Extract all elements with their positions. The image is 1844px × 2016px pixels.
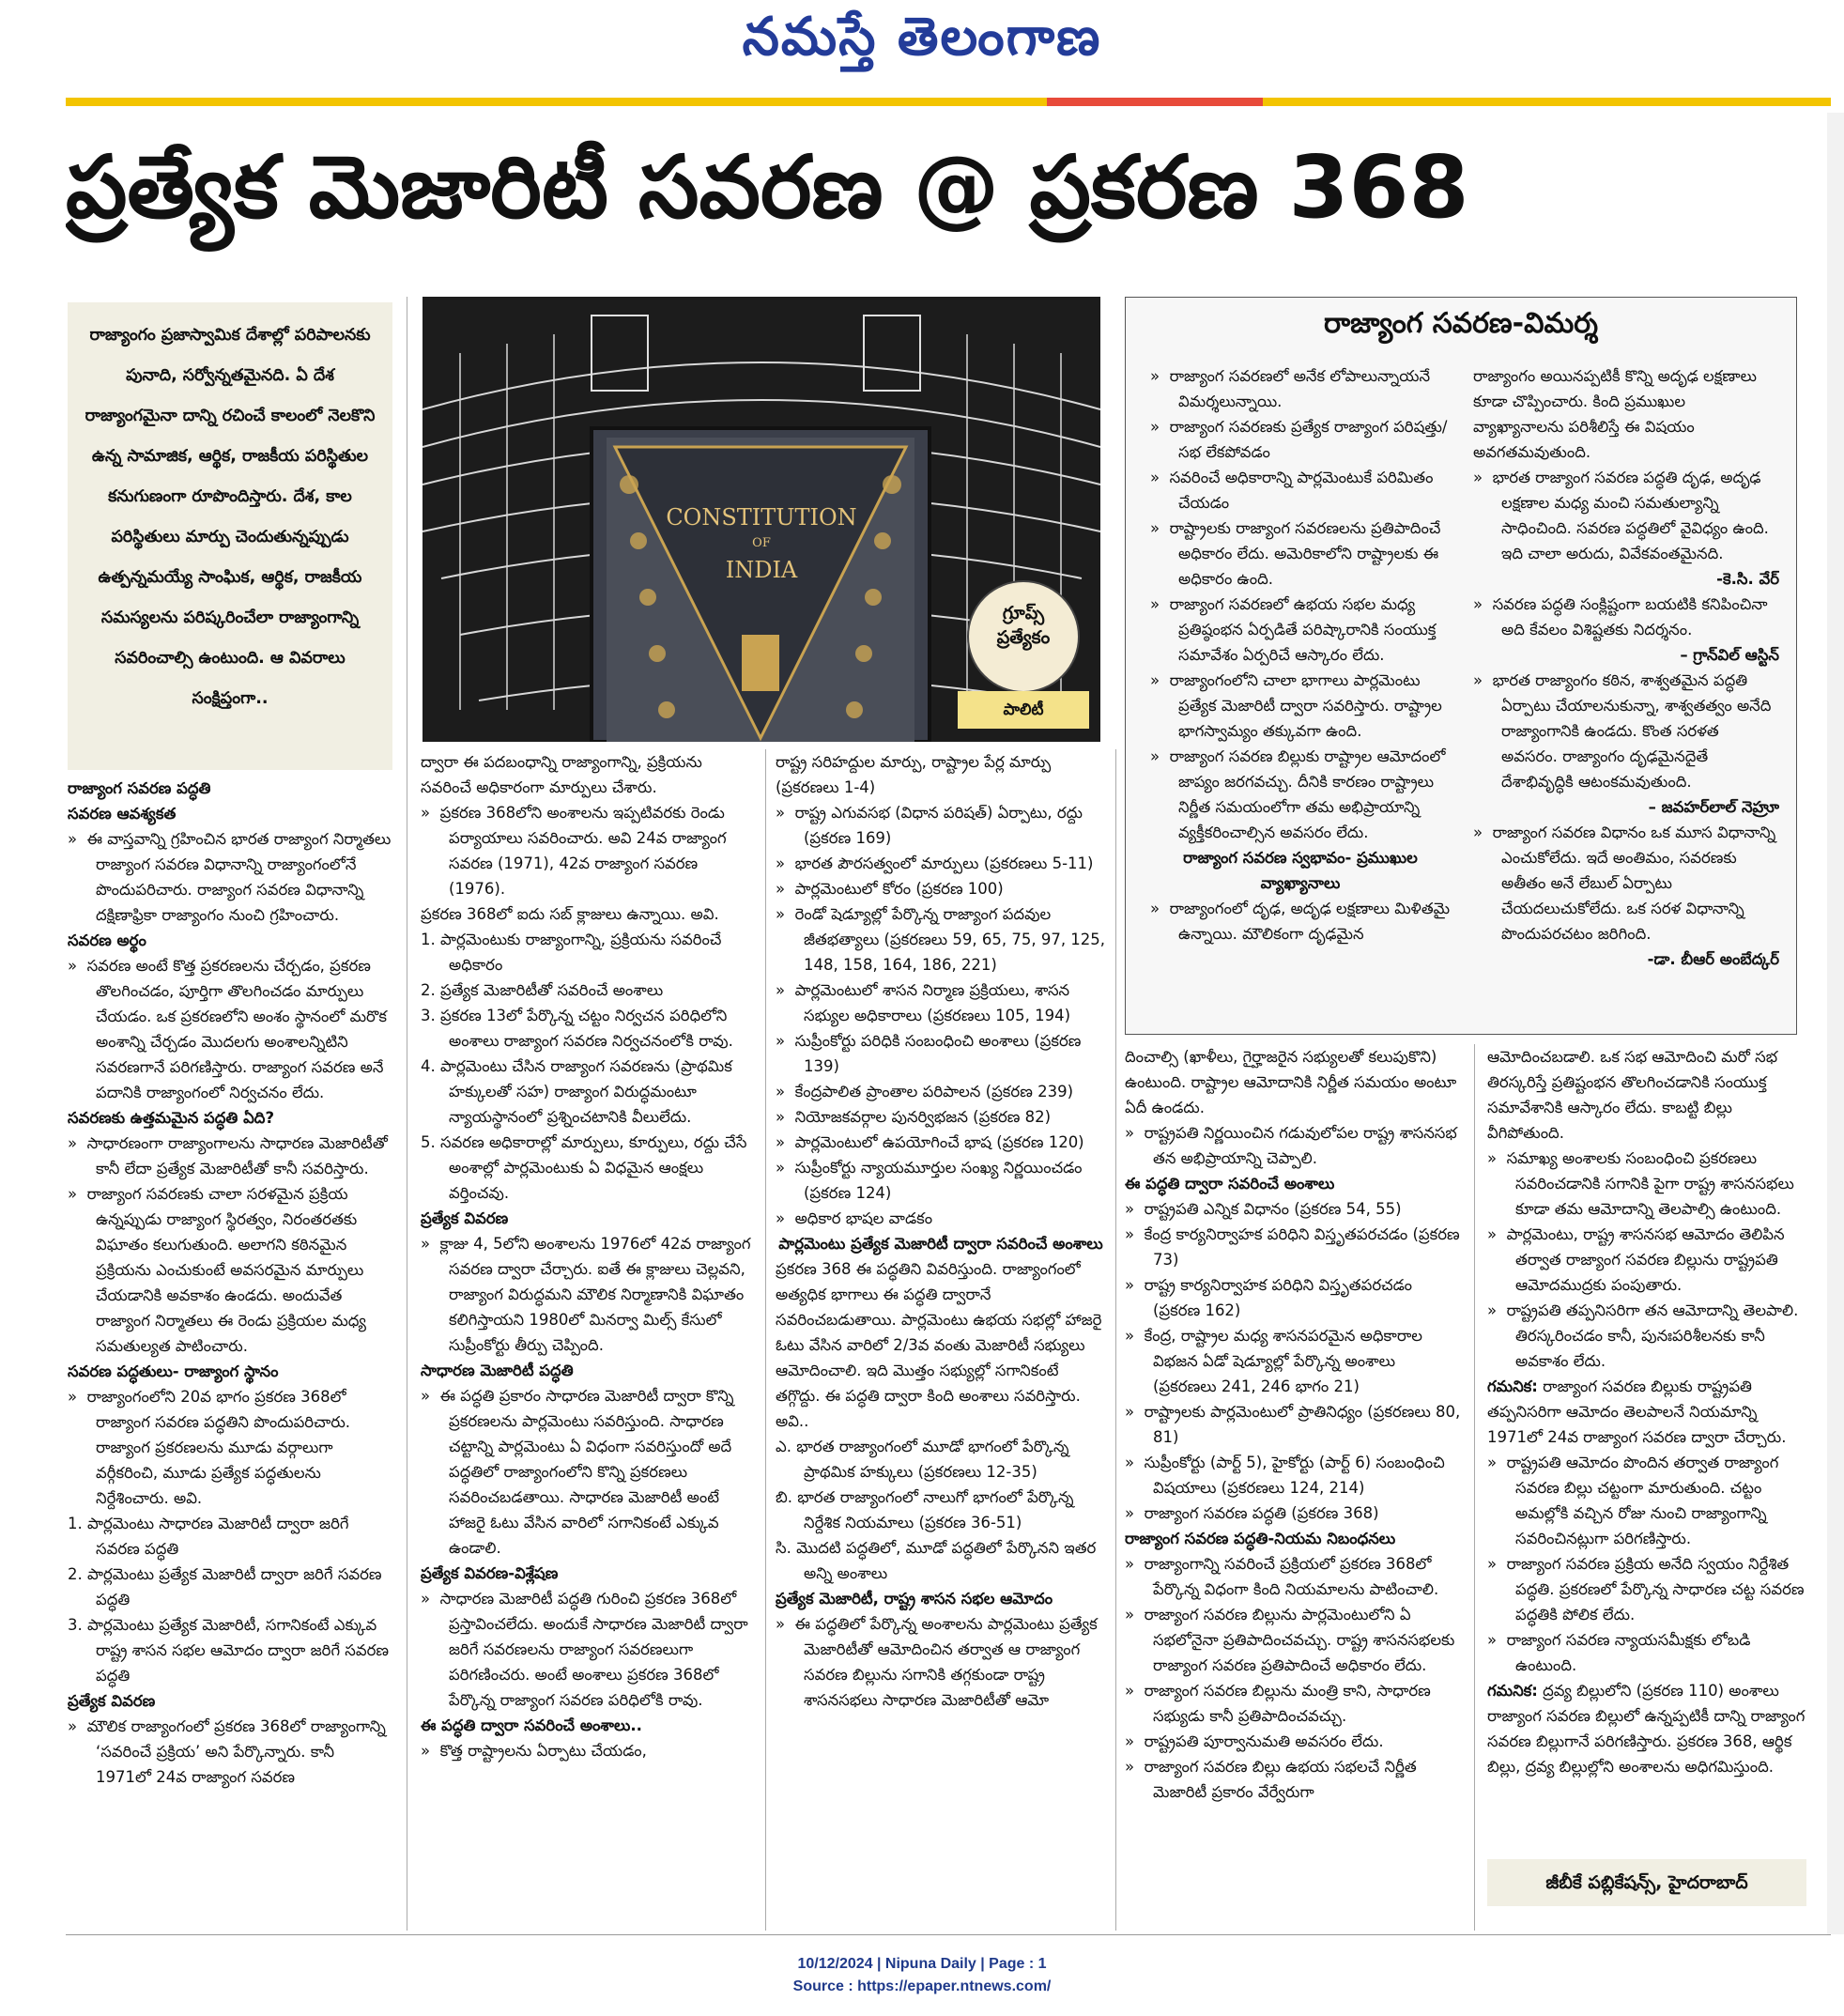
text: రాజ్యాంగ సవరణ పద్ధతి xyxy=(68,779,211,797)
text: రాజ్యాంగ సవరణలో అనేక లోపాలున్నాయనే విమర్శలున్నాయి. xyxy=(1169,367,1431,410)
bullet-paragraph xyxy=(421,800,755,901)
text: – జవహర్‌లాల్ నెహ్రూ xyxy=(1648,798,1779,816)
box-subheading xyxy=(776,1231,1106,1256)
subheading xyxy=(1125,1526,1461,1551)
criticism-box-right-column xyxy=(1473,363,1779,1021)
subheading xyxy=(776,1586,1106,1611)
groups-special-badge: గ్రూప్స్ ప్రత్యేకం xyxy=(967,580,1080,693)
bullet-paragraph xyxy=(68,1181,392,1359)
bullet-paragraph xyxy=(1487,1627,1806,1678)
double-arrow-bullet-icon: » xyxy=(1150,418,1170,436)
bullet-paragraph xyxy=(421,1738,755,1763)
double-arrow-bullet-icon: » xyxy=(1125,1732,1145,1750)
text: కేంద్ర కార్యనిర్వాహక పరిధిని విస్తృతపరచడం (ప్రకరణ 73) xyxy=(1144,1225,1460,1269)
double-arrow-bullet-icon: » xyxy=(1487,1454,1507,1471)
double-arrow-bullet-icon: » xyxy=(68,1388,87,1406)
text: రాజ్యాంగం అయినప్పటికీ కొన్ని అదృఢ లక్షణాలు కూడా చొప్పించారు. కింది ప్రముఖుల వ్యాఖ్యానాలను పరిశీలిస్తే ఈ విషయం అవగతమవుతుంది. xyxy=(1473,367,1757,461)
text: సుప్రీంకోర్టు న్యాయమూర్తుల సంఖ్య నిర్ణయించడం (ప్రకరణ 124) xyxy=(794,1159,1083,1202)
text: సి. మొదటి పద్ధతిలో, మూడో పద్ధతిలో పేర్కొనని ఇతర అన్ని అంశాలు xyxy=(776,1539,1097,1582)
footer-date-line: 10/12/2024 | Nipuna Daily | Page : 1 xyxy=(797,1956,1047,1972)
double-arrow-bullet-icon: » xyxy=(1150,519,1170,537)
numbered-item xyxy=(68,1511,392,1562)
text: సాధారణంగా రాజ్యాంగాలను సాధారణ మెజారిటీతో కానీ లేదా ప్రత్యేక మెజారిటీతో కానీ సవరిస్తారు. xyxy=(86,1134,388,1177)
double-arrow-bullet-icon: » xyxy=(776,1209,795,1227)
double-arrow-bullet-icon: » xyxy=(1150,367,1170,385)
bullet-paragraph xyxy=(1125,1272,1461,1323)
text: సవరణ ఆవశ్యకత xyxy=(68,805,177,823)
bullet-paragraph xyxy=(776,1028,1106,1079)
bullet-paragraph xyxy=(776,1611,1106,1713)
bullet-paragraph xyxy=(1150,896,1451,946)
text: – గ్రాన్‌విల్ ఆస్టిన్ xyxy=(1680,646,1779,664)
text: రాజ్యాంగంలోని చాలా భాగాలు పార్లమెంటు ప్రత్యేక మెజారిటీ ద్వారా సవరిస్తారు. రాష్ట్రాల భాగస్వామ్యం తక్కువగా ఉంది. xyxy=(1169,671,1442,740)
text: 3. ప్రకరణ 13లో పేర్కొన్న చట్టం నిర్వచన పరిధిలోని అంశాలు రాజ్యాంగ సవరణ నిర్వచనంలోకి రావు. xyxy=(421,1007,733,1050)
bullet-paragraph xyxy=(1150,414,1451,465)
double-arrow-bullet-icon: » xyxy=(1125,1225,1145,1243)
masthead-rule-red xyxy=(1047,98,1263,106)
double-arrow-bullet-icon: » xyxy=(1125,1200,1145,1218)
text: ప్రకరణ 368లో ఐదు సబ్ క్లాజులు ఉన్నాయి. అవి. xyxy=(421,905,719,923)
article-column-3 xyxy=(776,749,1106,1929)
quote-citation xyxy=(1473,642,1779,668)
bottom-rule xyxy=(66,1934,1831,1935)
double-arrow-bullet-icon: » xyxy=(776,1615,795,1633)
bullet-paragraph xyxy=(421,1383,755,1561)
quote-citation xyxy=(1473,566,1779,592)
text: సవరించే అధికారాన్ని పార్లమెంటుకే పరిమితం చేయడం xyxy=(1169,469,1434,512)
text: బి. భారత రాజ్యాంగంలో నాలుగో భాగంలో పేర్కొన్న నిర్దేశిక నియమాలు (ప్రకరణ 36-51) xyxy=(776,1488,1074,1531)
article-column-5 xyxy=(1487,1044,1806,1852)
numbered-item xyxy=(421,1003,755,1054)
text: రాజ్యాంగాన్ని సవరించే ప్రక్రియలో ప్రకరణ 368లో పేర్కొన్న విధంగా కింది నియమాలను పాటించాలి. xyxy=(1144,1555,1439,1598)
bullet-paragraph xyxy=(776,977,1106,1028)
double-arrow-bullet-icon: » xyxy=(68,957,87,975)
column-rule xyxy=(1474,1044,1475,1931)
numbered-item xyxy=(421,927,755,977)
text: సవరణ పద్ధతులు- రాజ్యాంగ స్థానం xyxy=(68,1362,279,1380)
bullet-paragraph xyxy=(1150,363,1451,414)
bullet-paragraph xyxy=(1125,1500,1461,1526)
bullet-paragraph xyxy=(1487,1222,1806,1298)
subheading xyxy=(68,928,392,953)
text: సవరణ పద్ధతి సంక్లిష్టంగా బయటికి కనిపించినా అది కేవలం విశిష్టతకు నిదర్శనం. xyxy=(1492,595,1768,639)
box-subheading xyxy=(1150,845,1451,896)
criticism-box xyxy=(1125,297,1797,1035)
text: రాజ్యాంగ సవరణ స్వభావం- ప్రముఖుల వ్యాఖ్యానాలు xyxy=(1183,849,1418,892)
publisher-credit: జీబీకే పబ్లికేషన్స్, హైదరాబాద్ xyxy=(1487,1859,1806,1906)
note-paragraph xyxy=(1487,1374,1806,1450)
note-label: గమనిక: xyxy=(1487,1377,1538,1395)
text: ప్రకరణ 368లోని అంశాలను ఇప్పటివరకు రెండు పర్యాయాలు సవరించారు. అవి 24వ రాజ్యాంగ సవరణ (1971), 42వ రాజ్యాంగ సవరణ (1976). xyxy=(439,804,727,898)
page-headline: ప్రత్యేక మెజారిటీ సవరణ @ ప్రకరణ 368 xyxy=(66,137,1469,238)
text: రాష్ట్రాలకు రాజ్యాంగ సవరణలను ప్రతిపాదించే అధికారం లేదు. అమెరికాలోని రాష్ట్రాలకు ఈ అధికారం ఉంది. xyxy=(1169,519,1441,588)
subheading xyxy=(68,801,392,826)
text: రాజ్యాంగ సవరణ బిల్లు ఉభయ సభలచే నిర్ణీత మెజారిటీ ప్రకారం వేర్వేరుగా xyxy=(1144,1758,1417,1801)
double-arrow-bullet-icon: » xyxy=(68,1717,87,1735)
text: 4. పార్లమెంటు చేసిన రాజ్యాంగ సవరణను (ప్రాథమిక హక్కులతో సహ) రాజ్యాంగ విరుద్ధమంటూ న్యాయస్థానంలో ప్రశ్నించటానికి వీలులేదు. xyxy=(421,1057,732,1126)
text: మౌలిక రాజ్యాంగంలో ప్రకరణ 368లో రాజ్యాంగాన్ని ‘సవరించే ప్రక్రియ’ అని పేర్కొన్నారు. కానీ 1971లో 24వ రాజ్యాంగ సవరణ xyxy=(86,1717,386,1786)
text: రాష్ట్రపతి నిర్ణయించిన గడువులోపల రాష్ట్ర శాసనసభ తన అభిప్రాయాన్ని చెప్పాలి. xyxy=(1144,1124,1457,1167)
double-arrow-bullet-icon: » xyxy=(1150,595,1170,613)
double-arrow-bullet-icon: » xyxy=(1487,1149,1507,1167)
bullet-paragraph xyxy=(776,1130,1106,1155)
article-column-4 xyxy=(1125,1044,1461,1929)
text: కొత్త రాష్ట్రాలను ఏర్పాటు చేయడం, xyxy=(439,1742,647,1760)
text: రాష్ట్ర సరిహద్దుల మార్పు, రాష్ట్రాల పేర్ల మార్పు (ప్రకరణలు 1-4) xyxy=(776,753,1052,796)
double-arrow-bullet-icon: » xyxy=(1473,469,1493,486)
text: ప్రత్యేక వివరణ-విశ్లేషణ xyxy=(421,1564,559,1582)
text: నియోజకవర్గాల పునర్విభజన (ప్రకరణ 82) xyxy=(794,1108,1052,1126)
bullet-paragraph xyxy=(1125,1196,1461,1222)
note-label: గమనిక: xyxy=(1487,1682,1538,1700)
numbered-item xyxy=(421,977,755,1003)
bullet-paragraph xyxy=(776,1206,1106,1231)
masthead-logo: నమస్తే తెలంగాణ xyxy=(742,6,1102,68)
text: సవరణ అంటే కొత్త ప్రకరణలను చేర్చడం, ప్రకరణ తొలగించడం, పూర్తిగా తొలగించడం మార్పులు చేయడం. ఒక ప్రకరణలోని అంశం స్థానంలో మరొక అంశాన్ని చేర్చడం మొదలగు అంశాలన్నిటిని సవరణగానే పరిగణిస్తారు. రాజ్యాంగ సవరణ అనే పదానికి రాజ్యాంగంలో నిర్వచనం లేదు. xyxy=(86,957,387,1101)
double-arrow-bullet-icon: » xyxy=(776,804,795,822)
double-arrow-bullet-icon: » xyxy=(68,830,87,848)
double-arrow-bullet-icon: » xyxy=(421,1387,440,1405)
text: 5. సవరణ అధికారాల్లో మార్పులు, కూర్పులు, రద్దు చేసే అంశాల్లో పార్లమెంటుకు ఏ విధమైన ఆంక్షలు వర్తించవు. xyxy=(421,1133,747,1202)
subheading xyxy=(421,1561,755,1586)
page-footer xyxy=(0,1953,1844,1998)
text: ఎ. భారత రాజ్యాంగంలో మూడో భాగంలో పేర్కొన్న ప్రాథమిక హక్కులు (ప్రకరణలు 12-35) xyxy=(776,1438,1069,1481)
text: రాష్ట్ర ఎగువసభ (విధాన పరిషత్) ఏర్పాటు, రద్దు (ప్రకరణ 169) xyxy=(794,804,1083,847)
text: ద్రవ్య బిల్లులోని (ప్రకరణ 110) అంశాలు రాజ్యాంగ సవరణ బిల్లులో ఉన్నప్పటికీ దాన్ని రాజ్యాంగ సవరణ బిల్లుగానే పరిగణిస్తారు. ప్రకరణ 368, ఆర్థిక బిల్లు, ద్రవ్య బిల్లుల్లోని అంశాలను అధిగమిస్తుంది. xyxy=(1487,1682,1806,1776)
double-arrow-bullet-icon: » xyxy=(1487,1225,1507,1243)
text: రాష్ట్రపతి ఎన్నిక విధానం (ప్రకరణ 54, 55) xyxy=(1144,1200,1402,1218)
text: రాజ్యాంగ సవరణ బిల్లుకు రాష్ట్రపతి తప్పనిసరిగా ఆమోదం తెలపాలనే నియమాన్ని 1971లో 24వ రాజ్యాంగ సవరణ ద్వారా చేర్చారు. xyxy=(1487,1377,1787,1446)
text: రాజ్యాంగ సవరణ ప్రక్రియ అనేది స్వయం నిర్దేశిత పద్ధతి. ప్రకరణలో పేర్కొన్న సాధారణ చట్ట సవరణ పద్ధతికి పోలిక లేదు. xyxy=(1506,1555,1805,1624)
text: పార్లమెంటులో శాసన నిర్మాణ ప్రక్రియలు, శాసన సభ్యుల అధికారాలు (ప్రకరణలు 105, 194) xyxy=(794,981,1071,1024)
double-arrow-bullet-icon: » xyxy=(1125,1403,1145,1421)
constitution-photo xyxy=(423,297,1100,742)
text: సుప్రీంకోర్టు పరిధికి సంబంధించి అంశాలు (ప్రకరణ 139) xyxy=(794,1032,1082,1075)
bullet-paragraph xyxy=(776,1155,1106,1206)
text: రాజ్యాంగ సవరణ బిల్లును మంత్రి కాని, సాధారణ సభ్యుడు కానీ ప్రతిపాదించవచ్చు. xyxy=(1144,1682,1431,1725)
text: రాజ్యాంగ సవరణకు చాలా సరళమైన ప్రక్రియ ఉన్నప్పుడు రాజ్యాంగ స్థిరత్వం, నిరంతరతకు విఘాతం కలుగుతుంది. అలాగని కఠినమైన ప్రక్రియను ఎంచుకుంటే అవసరమైన మార్పులు చేయడానికి అవకాశం ఉండదు. అందువేత రాజ్యాంగ నిర్మాతలు ఈ రెండు ప్రక్రియల మధ్య సమతుల్యత పాటించారు. xyxy=(86,1185,366,1355)
double-arrow-bullet-icon: » xyxy=(1473,823,1493,841)
text: సుప్రీంకోర్టు (పార్ట్ 5), హైకోర్టు (పార్ట్ 6) సంబంధించి విషయాలు (ప్రకరణలు 124, 214) xyxy=(1144,1454,1445,1497)
text: సవరణకు ఉత్తమమైన పద్ధతి ఏది? xyxy=(68,1109,275,1127)
bullet-paragraph xyxy=(776,901,1106,977)
text: ఈ వాస్తవాన్ని గ్రహించిన భారత రాజ్యాంగ నిర్మాతలు రాజ్యాంగ సవరణ విధానాన్ని రాజ్యాంగంలోనే పొందుపరిచారు. రాజ్యాంగ సవరణ విధానాన్ని దక్షిణాఫ్రికా రాజ్యాంగం నుంచి గ్రహించారు. xyxy=(86,830,392,924)
double-arrow-bullet-icon: » xyxy=(1487,1301,1507,1319)
bullet-paragraph xyxy=(68,953,392,1105)
text: 1. పార్లమెంటు సాధారణ మెజారిటీ ద్వారా జరిగే సవరణ పద్ధతి xyxy=(68,1515,349,1558)
numbered-item xyxy=(68,1612,392,1688)
double-arrow-bullet-icon: » xyxy=(1150,747,1170,765)
paragraph xyxy=(1487,1044,1806,1146)
double-arrow-bullet-icon: » xyxy=(1487,1631,1507,1649)
text: రాజ్యాంగ సవరణ పద్ధతి-నియమ నిబంధనలు xyxy=(1125,1530,1396,1547)
subheading xyxy=(1125,1171,1461,1196)
text: రెండో షెడ్యూల్లో పేర్కొన్న రాజ్యాంగ పదవుల జీతభత్యాలు (ప్రకరణలు 59, 65, 75, 97, 125, 148, 158, 164, 186, 221) xyxy=(794,905,1106,974)
text: రాజ్యాంగ సవరణకు ప్రత్యేక రాజ్యాంగ పరిషత్తు/సభ లేకపోవడం xyxy=(1169,418,1448,461)
text: ప్రత్యేక వివరణ xyxy=(421,1209,509,1227)
double-arrow-bullet-icon: » xyxy=(776,1083,795,1100)
text: 2. పార్లమెంటు ప్రత్యేక మెజారిటీ ద్వారా జరిగే సవరణ పద్ధతి xyxy=(68,1565,382,1608)
bullet-paragraph xyxy=(776,1104,1106,1130)
double-arrow-bullet-icon: » xyxy=(1125,1454,1145,1471)
text: పార్లమెంటులో ఉపయోగించే భాష (ప్రకరణ 120) xyxy=(794,1133,1084,1151)
text: రాజ్యాంగ సవరణలో ఉభయ సభల మధ్య ప్రతిష్ఠంభన ఏర్పడితే పరిష్కారానికి సంయుక్త సమావేశం ఏర్పరిచే ఆస్కారం లేదు. xyxy=(1169,595,1437,664)
bullet-paragraph xyxy=(68,1384,392,1511)
paragraph xyxy=(1473,363,1779,465)
numbered-item xyxy=(421,1054,755,1130)
bullet-paragraph xyxy=(1125,1754,1461,1805)
double-arrow-bullet-icon: » xyxy=(776,905,795,923)
text: సాధారణ మెజారిటీ పద్ధతి గురించి ప్రకరణ 368లో ప్రస్తావించలేదు. అందుకే సాధారణ మెజారిటీ ద్వారా జరిగే సవరణలను రాజ్యాంగ సవరణలుగా పరిగణించరు. అంటే అంశాలు ప్రకరణ 368లో పేర్కొన్న రాజ్యాంగ సవరణ పరిధిలోకి రావు. xyxy=(439,1590,748,1709)
bullet-paragraph xyxy=(421,1231,755,1358)
bullet-paragraph xyxy=(1473,465,1779,566)
bullet-paragraph xyxy=(1473,820,1779,946)
subheading xyxy=(68,1359,392,1384)
bullet-paragraph xyxy=(1125,1120,1461,1171)
subheading xyxy=(68,1688,392,1714)
bullet-paragraph xyxy=(1150,516,1451,592)
bullet-paragraph xyxy=(1125,1729,1461,1754)
text: రాజ్యాంగ సవరణ పద్ధతి (ప్రకరణ 368) xyxy=(1144,1504,1379,1522)
criticism-box-left-column xyxy=(1150,363,1451,1021)
double-arrow-bullet-icon: » xyxy=(1125,1555,1145,1573)
double-arrow-bullet-icon: » xyxy=(421,1235,440,1253)
column-rule xyxy=(765,749,766,1931)
text: ప్రత్యేక మెజారిటీ, రాష్ట్ర శాసన సభల ఆమోదం xyxy=(776,1590,1053,1608)
double-arrow-bullet-icon: » xyxy=(1125,1606,1145,1624)
text: సాధారణ మెజారిటీ పద్ధతి xyxy=(421,1362,574,1379)
bullet-paragraph xyxy=(1150,592,1451,668)
double-arrow-bullet-icon: » xyxy=(1150,900,1170,917)
subheading xyxy=(68,1105,392,1131)
text: సమాఖ్య అంశాలకు సంబంధించి ప్రకరణలు సవరించడానికి సగానికి పైగా రాష్ట్ర శాసనసభలు కూడా తమ ఆమోదాన్ని తెలపాల్సి ఉంటుంది. xyxy=(1506,1149,1794,1218)
text: కేంద్రపాలిత ప్రాంతాల పరిపాలన (ప్రకరణ 239) xyxy=(794,1083,1074,1100)
text: -కె.సి. వేర్ xyxy=(1716,570,1779,588)
text: భారత రాజ్యాంగం కఠిన, శాశ్వతమైన పద్ధతి ఏర్పాటు చేయాలనుకున్నా, శాశ్వతత్వం అనేది రాజ్యాంగానికి ఉండదు. కొంత సరళత అవసరం. రాజ్యాంగం దృఢమైనదైతే దేశాభివృద్ధికి ఆటంకమవుతుంది. xyxy=(1492,671,1772,791)
bullet-paragraph xyxy=(1125,1602,1461,1678)
text: 2. ప్రత్యేక మెజారిటీతో సవరించే అంశాలు xyxy=(421,981,664,999)
text: ఆమోదించబడాలి. ఒక సభ ఆమోదించి మరో సభ తిరస్కరిస్తే ప్రతిష్టంభన తొలగించడానికి సంయుక్త సమావేశానికి ఆస్కారం లేదు. కాబట్టి బిల్లు వీగిపోతుంది. xyxy=(1487,1048,1778,1142)
bullet-paragraph xyxy=(1125,1323,1461,1399)
footer-source-link[interactable]: Source : https://epaper.ntnews.com/ xyxy=(792,1978,1052,1994)
text: ప్రకరణ 368 ఈ పద్ధతిని వివరిస్తుంది. రాజ్యాంగంలో అత్యధిక భాగాలు ఈ పద్ధతి ద్వారానే సవరించబడుతాయి. పార్లమెంటు ఉభయ సభల్లో హాజరై ఓటు వేసిన వారిలో 2/3వ వంతు మెజారిటీ సభ్యులు ఆమోదించాలి. ఇది మొత్తం సభ్యుల్లో సగానికంటే తగ్గొద్దు. ఈ పద్ధతి ద్వారా కింది అంశాలు సవరిస్తారు. అవి.. xyxy=(776,1260,1102,1430)
text: రాజ్యాంగ సవరణ విధానం ఒక మూస విధానాన్ని ఎంచుకోలేదు. ఇదే అంతిమం, సవరణకు అతీతం అనే లేబుల్ ఏర్పాటు చేయదలుచుకోలేదు. ఒక సరళ విధానాన్ని పొందుపరచటం జరిగింది. xyxy=(1492,823,1776,943)
double-arrow-bullet-icon: » xyxy=(776,981,795,999)
double-arrow-bullet-icon: » xyxy=(1125,1327,1145,1345)
bullet-paragraph xyxy=(1487,1146,1806,1222)
note-paragraph xyxy=(1487,1678,1806,1779)
text: రాష్ట్రపతి తప్పనిసరిగా తన ఆమోదాన్ని తెలపాలి. తిరస్కరించడం కానీ, పునఃపరిశీలనకు కానీ అవకాశం లేదు. xyxy=(1506,1301,1799,1370)
intro-box: రాజ్యాంగం ప్రజాస్వామిక దేశాల్లో పరిపాలనకు పునాది, సర్వోన్నతమైనది. ఏ దేశ రాజ్యాంగమైనా దాన్ని రచించే కాలంలో నెలకొని ఉన్న సామాజిక, ఆర్థిక, రాజకీయ పరిస్థితుల కనుగుణంగా రూపొందిస్తారు. దేశ, కాల పరిస్థితులు మార్పు చెందుతున్నప్పుడు ఉత్పన్నమయ్యే సాంఘిక, ఆర్థిక, రాజకీయ సమస్యలను పరిష్కరించేలా రాజ్యాంగాన్ని సవరించాల్సి ఉంటుంది. ఆ వివరాలు సంక్షిప్తంగా.. xyxy=(68,302,392,770)
text: రాజ్యాంగ సవరణ న్యాయసమీక్షకు లోబడి ఉంటుంది. xyxy=(1506,1631,1751,1674)
text: సవరణ అర్థం xyxy=(68,931,146,949)
text: ఈ పద్ధతి ద్వారా సవరించే అంశాలు xyxy=(1125,1175,1335,1193)
bullet-paragraph xyxy=(1125,1222,1461,1272)
text: రాజ్యాంగంలో దృఢ, అదృఢ లక్షణాలు మిళితమై ఉన్నాయి. మౌలికంగా దృఢమైన xyxy=(1169,900,1451,943)
double-arrow-bullet-icon: » xyxy=(1150,469,1170,486)
double-arrow-bullet-icon: » xyxy=(776,1159,795,1177)
numbered-item xyxy=(776,1434,1106,1485)
text: భారత పౌరసత్వంలో మార్పులు (ప్రకరణలు 5-11) xyxy=(794,854,1094,872)
bullet-paragraph xyxy=(68,1131,392,1181)
double-arrow-bullet-icon: » xyxy=(776,1133,795,1151)
text: అధికార భాషల వాడకం xyxy=(794,1209,933,1227)
paragraph xyxy=(421,901,755,927)
criticism-box-title: రాజ్యాంగ సవరణ-విమర్శ xyxy=(1324,307,1598,340)
bullet-paragraph xyxy=(1125,1551,1461,1602)
bullet-paragraph xyxy=(1487,1450,1806,1551)
text: 3. పార్లమెంటు ప్రత్యేక మెజారిటీ, సగానికంటే ఎక్కువ రాష్ట్ర శాసన సభల ఆమోదం ద్వారా జరిగే సవరణ పద్ధతి xyxy=(68,1616,390,1685)
bullet-paragraph xyxy=(1125,1678,1461,1729)
text: ద్వారా ఈ పదబంధాన్ని రాజ్యాంగాన్ని, ప్రక్రియను సవరించే అధికారంగా మార్పులు చేశారు. xyxy=(421,753,702,796)
double-arrow-bullet-icon: » xyxy=(1487,1555,1507,1573)
double-arrow-bullet-icon: » xyxy=(1125,1504,1145,1522)
bullet-paragraph xyxy=(1473,592,1779,642)
double-arrow-bullet-icon: » xyxy=(1150,671,1170,689)
double-arrow-bullet-icon: » xyxy=(1125,1124,1145,1142)
text: రాష్ట్రపతి ఆమోదం పొందిన తర్వాత రాజ్యాంగ సవరణ బిల్లు చట్టంగా మారుతుంది. చట్టం అమల్లోకి వచ్చిన రోజు నుంచి రాజ్యాంగాన్ని సవరించినట్లుగా పరిగణిస్తారు. xyxy=(1506,1454,1779,1547)
text: ప్రత్యేక వివరణ xyxy=(68,1692,156,1710)
text: ఈ పద్ధతి ద్వారా సవరించే అంశాలు.. xyxy=(421,1716,642,1734)
paragraph xyxy=(1125,1044,1461,1120)
text: రాజ్యాంగ సవరణ బిల్లును పార్లమెంటులోని ఏ సభలోనైనా ప్రతిపాదించవచ్చు. రాష్ట్ర శాసనసభలకు రాజ్యాంగ సవరణ ప్రతిపాదించే అధికారం లేదు. xyxy=(1144,1606,1455,1674)
bullet-paragraph xyxy=(1125,1399,1461,1450)
double-arrow-bullet-icon: » xyxy=(421,1590,440,1608)
text: కేంద్ర, రాష్ట్రాల మధ్య శాసనపరమైన అధికారాల విభజన ఏడో షెడ్యూల్లో పేర్కొన్న అంశాలు (ప్రకరణలు 241, 246 భాగం 21) xyxy=(1144,1327,1422,1395)
polity-tag: పాలిటీ xyxy=(958,691,1089,729)
text: 1. పార్లమెంటుకు రాజ్యాంగాన్ని, ప్రక్రియను సవరించే అధికారం xyxy=(421,931,722,974)
double-arrow-bullet-icon: » xyxy=(1125,1682,1145,1700)
double-arrow-bullet-icon: » xyxy=(1125,1758,1145,1776)
subheading xyxy=(421,1206,755,1231)
section-badge xyxy=(958,580,1089,731)
bullet-paragraph xyxy=(1487,1298,1806,1374)
bullet-paragraph xyxy=(1150,668,1451,744)
subheading xyxy=(421,1358,755,1383)
bullet-paragraph xyxy=(68,1714,392,1790)
article-column-1 xyxy=(68,776,392,1929)
book-title: CONSTITUTION OF INDIA xyxy=(666,504,857,583)
bullet-paragraph xyxy=(1487,1551,1806,1627)
text: రాజ్యాంగ సవరణ బిల్లుకు రాష్ట్రాల ఆమోదంలో జాప్యం జరగవచ్చు. దీనికి కారణం రాష్ట్రాలు నిర్ణీత సమయంలోగా తమ అభిప్రాయాన్ని వ్యక్తీకరించాల్సిన అవసరం లేదు. xyxy=(1169,747,1446,841)
adjacent-page-strip xyxy=(1827,113,1844,1934)
numbered-item xyxy=(68,1562,392,1612)
subheading xyxy=(421,1713,755,1738)
double-arrow-bullet-icon: » xyxy=(421,1742,440,1760)
bullet-paragraph xyxy=(1150,744,1451,845)
text: భారత రాజ్యాంగ సవరణ పద్ధతి దృఢ, అదృఢ లక్షణాల మధ్య మంచి సమతుల్యాన్ని సాధించింది. సవరణ పద్ధతిలో వైవిధ్యం ఉంది. ఇది చాలా అరుదు, వివేకవంతమైనది. xyxy=(1492,469,1769,562)
paragraph xyxy=(421,749,755,800)
numbered-item xyxy=(421,1130,755,1206)
bullet-paragraph xyxy=(776,800,1106,851)
bullet-paragraph xyxy=(1125,1450,1461,1500)
quote-citation xyxy=(1473,794,1779,820)
paragraph xyxy=(776,1256,1106,1434)
text: -డా. బీఆర్ అంబేద్కర్ xyxy=(1647,950,1779,968)
text: రాష్ట్రపతి పూర్వానుమతి అవసరం లేదు. xyxy=(1144,1732,1384,1750)
bullet-paragraph xyxy=(776,851,1106,876)
numbered-item xyxy=(776,1535,1106,1586)
text: రాష్ట్ర కార్యనిర్వాహక పరిధిని విస్తృతపరచడం (ప్రకరణ 162) xyxy=(1144,1276,1412,1319)
double-arrow-bullet-icon: » xyxy=(421,804,440,822)
double-arrow-bullet-icon: » xyxy=(68,1185,87,1203)
text: ఈ పద్ధతిలో పేర్కొన్న అంశాలను పార్లమెంటు ప్రత్యేక మెజారిటీతో ఆమోదించిన తర్వాత ఆ రాజ్యాంగ సవరణ బిల్లును సగానికి తగ్గకుండా రాష్ట్ర శాసనసభలు సాధారణ మెజారిటీతో ఆమో xyxy=(794,1615,1098,1709)
bullet-paragraph xyxy=(776,1079,1106,1104)
bullet-paragraph xyxy=(421,1586,755,1713)
masthead-rule-yellow xyxy=(66,98,1831,106)
text: పార్లమెంటు ప్రత్యేక మెజారిటీ ద్వారా సవరించే అంశాలు xyxy=(778,1235,1103,1253)
double-arrow-bullet-icon: » xyxy=(776,1108,795,1126)
double-arrow-bullet-icon: » xyxy=(68,1134,87,1152)
bullet-paragraph xyxy=(776,876,1106,901)
double-arrow-bullet-icon: » xyxy=(1125,1276,1145,1294)
double-arrow-bullet-icon: » xyxy=(776,1032,795,1050)
column-rule xyxy=(1115,749,1116,1931)
text: దించాల్సి (ఖాళీలు, గైర్హాజరైన సభ్యులతో కలుపుకొని) ఉంటుంది. రాష్ట్రాల ఆమోదానికి నిర్ణీత సమయం అంటూ ఏదీ ఉండదు. xyxy=(1125,1048,1457,1116)
numbered-item xyxy=(776,1485,1106,1535)
double-arrow-bullet-icon: » xyxy=(1473,671,1493,689)
article-column-2 xyxy=(421,749,755,1929)
quote-citation xyxy=(1473,946,1779,972)
paragraph xyxy=(776,749,1106,800)
text: పార్లమెంటులో కోరం (ప్రకరణ 100) xyxy=(794,880,1004,898)
text: రాజ్యాంగంలోని 20వ భాగం ప్రకరణ 368లో రాజ్యాంగ సవరణ పద్ధతిని పొందుపరిచారు. రాజ్యాంగ ప్రకరణలను మూడు వర్గాలుగా వర్గీకరించి, మూడు ప్రత్యేక పద్ధతులను నిర్దేశించారు. అవి. xyxy=(86,1388,351,1507)
double-arrow-bullet-icon: » xyxy=(776,880,795,898)
double-arrow-bullet-icon: » xyxy=(1473,595,1493,613)
bullet-paragraph xyxy=(68,826,392,928)
text: పార్లమెంటు, రాష్ట్ర శాసనసభ ఆమోదం తెలిపిన తర్వాత రాజ్యాంగ సవరణ బిల్లును రాష్ట్రపతి ఆమోదముద్రకు పంపుతారు. xyxy=(1506,1225,1785,1294)
text: ఈ పద్ధతి ప్రకారం సాధారణ మెజారిటీ ద్వారా కొన్ని ప్రకరణలను పార్లమెంటు సవరిస్తుంది. సాధారణ చట్టాన్ని పార్లమెంటు ఏ విధంగా సవరిస్తుందో అదే పద్ధతిలో రాజ్యాంగంలోని కొన్ని ప్రకరణలు సవరించబడతాయి. సాధారణ మెజారిటీ అంటే హాజరై ఓటు వేసిన వారిలో సగానికంటే ఎక్కువ ఉండాలి. xyxy=(439,1387,734,1557)
double-arrow-bullet-icon: » xyxy=(776,854,795,872)
subheading xyxy=(68,776,392,801)
text: క్లాజు 4, 5లోని అంశాలను 1976లో 42వ రాజ్యాంగ సవరణ ద్వారా చేర్చారు. ఐతే ఈ క్లాజులు చెల్లవని, రాజ్యాంగ విరుద్ధమని మౌలిక నిర్మాణానికి విఘాతం కలిగిస్తాయని 1980లో మినర్వా మిల్స్ కేసులో సుప్రీంకోర్టు తీర్పు చెప్పింది. xyxy=(439,1235,751,1354)
bullet-paragraph xyxy=(1473,668,1779,794)
bullet-paragraph xyxy=(1150,465,1451,516)
text: రాష్ట్రాలకు పార్లమెంటులో ప్రాతినిధ్యం (ప్రకరణలు 80, 81) xyxy=(1144,1403,1461,1446)
